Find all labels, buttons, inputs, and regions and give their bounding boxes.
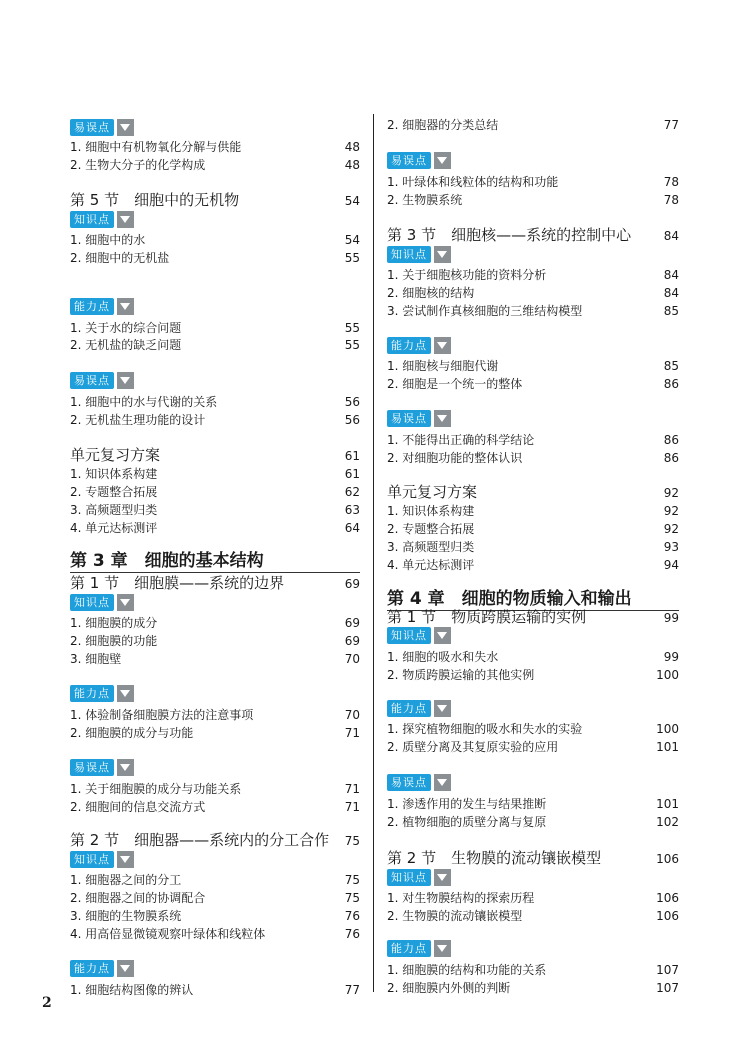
entry-page-number: 61: [344, 467, 360, 481]
toc-entry: [387, 980, 679, 998]
triangle-down-icon: [434, 627, 451, 644]
triangle-down-icon: [117, 119, 134, 136]
entry-page-number: 94: [663, 558, 679, 572]
entry-page-number: 75: [344, 873, 360, 887]
entry-page-number: 107: [656, 981, 679, 995]
entry-title: 单元复习方案: [70, 446, 161, 464]
toc-entry: [70, 412, 360, 430]
entry-page-number: 71: [344, 800, 360, 814]
category-badge: [387, 869, 679, 886]
category-badge: [70, 759, 360, 776]
section-heading: [387, 481, 679, 503]
entry-title: 3. 高频题型归类: [387, 540, 475, 554]
toc-entry: [387, 358, 679, 376]
entry-page-number: 69: [344, 616, 360, 630]
category-badge: [387, 246, 679, 263]
category-badge: [70, 119, 360, 136]
toc-entry: [387, 432, 679, 450]
entry-title: 1. 体验制备细胞膜方法的注意事项: [70, 708, 254, 722]
entry-page-number: 93: [663, 540, 679, 554]
entry-title: 2. 生物膜的流动镶嵌模型: [387, 909, 523, 923]
entry-title: 1. 细胞中的水: [70, 233, 146, 247]
badge-label: 易误点: [387, 410, 431, 427]
entry-title: 1. 关于细胞核功能的资料分析: [387, 268, 547, 282]
badge-label: 易误点: [70, 759, 114, 776]
entry-title: 2. 细胞器之间的协调配合: [70, 891, 206, 905]
badge-label: 能力点: [387, 337, 431, 354]
entry-title: 1. 关于水的综合问题: [70, 321, 182, 335]
badge-label: 知识点: [387, 246, 431, 263]
entry-title: 1. 细胞膜的成分: [70, 616, 158, 630]
badge-label: 能力点: [70, 685, 114, 702]
entry-title: 2. 无机盐的缺乏问题: [70, 338, 182, 352]
toc-entry: [387, 117, 679, 135]
toc-entry: [70, 520, 360, 538]
entry-title: 2. 细胞核的结构: [387, 286, 475, 300]
category-badge: [387, 410, 679, 427]
entry-title: 1. 细胞膜的结构和功能的关系: [387, 963, 547, 977]
badge-label: 知识点: [70, 851, 114, 868]
entry-page-number: 76: [344, 927, 360, 941]
entry-page-number: 55: [344, 251, 360, 265]
triangle-down-icon: [434, 869, 451, 886]
toc-entry: [70, 781, 360, 799]
category-badge: [387, 700, 679, 717]
entry-title: 2. 细胞膜内外侧的判断: [387, 981, 511, 995]
entry-page-number: 102: [656, 815, 679, 829]
category-badge: [70, 372, 360, 389]
entry-title: 1. 细胞核与细胞代谢: [387, 359, 499, 373]
section-heading: [387, 847, 679, 869]
triangle-down-icon: [434, 337, 451, 354]
entry-title: 第 3 节 细胞核——系统的控制中心: [387, 226, 632, 244]
entry-title: 2. 生物膜系统: [387, 193, 463, 207]
category-badge: [70, 851, 360, 868]
toc-entry: [70, 926, 360, 944]
entry-title: 第 2 节 细胞器——系统内的分工合作: [70, 831, 330, 849]
toc-entry: [70, 232, 360, 250]
entry-title: 1. 细胞器之间的分工: [70, 873, 182, 887]
entry-title: 2. 细胞膜的成分与功能: [70, 726, 194, 740]
entry-page-number: 54: [344, 233, 360, 247]
entry-page-number: 77: [663, 118, 679, 132]
entry-page-number: 92: [663, 522, 679, 536]
toc-entry: [387, 796, 679, 814]
entry-page-number: 75: [344, 834, 360, 848]
toc-entry: [70, 157, 360, 175]
toc-entry: [387, 814, 679, 832]
entry-page-number: 100: [656, 722, 679, 736]
toc-entry: [387, 739, 679, 757]
entry-page-number: 86: [663, 451, 679, 465]
entry-page-number: 107: [656, 963, 679, 977]
entry-title: 1. 探究植物细胞的吸水和失水的实验: [387, 722, 583, 736]
toc-entry: [387, 450, 679, 468]
toc-entry: [70, 725, 360, 743]
entry-page-number: 69: [344, 634, 360, 648]
triangle-down-icon: [434, 940, 451, 957]
toc-entry: [387, 521, 679, 539]
section-heading: [70, 189, 360, 211]
toc-entry: [70, 320, 360, 338]
entry-title: 1. 细胞的吸水和失水: [387, 650, 499, 664]
entry-page-number: 55: [344, 338, 360, 352]
toc-entry: [387, 376, 679, 394]
entry-title: 3. 细胞的生物膜系统: [70, 909, 182, 923]
toc-entry: [387, 649, 679, 667]
entry-title: 1. 对生物膜结构的探索历程: [387, 891, 535, 905]
entry-title: 2. 植物细胞的质壁分离与复原: [387, 815, 547, 829]
category-badge: [387, 627, 679, 644]
chapter-heading: 第 3 章 细胞的基本结构: [70, 550, 360, 573]
toc-entry: [387, 503, 679, 521]
triangle-down-icon: [434, 152, 451, 169]
entry-title: 1. 细胞结构图像的辨认: [70, 983, 194, 997]
badge-label: 易误点: [70, 119, 114, 136]
entry-title: 第 2 节 生物膜的流动镶嵌模型: [387, 849, 602, 867]
entry-title: 4. 单元达标测评: [387, 558, 475, 572]
toc-entry: [70, 872, 360, 890]
entry-page-number: 75: [344, 891, 360, 905]
entry-page-number: 64: [344, 521, 360, 535]
entry-page-number: 99: [663, 611, 679, 625]
category-badge: [387, 774, 679, 791]
toc-entry: [387, 890, 679, 908]
badge-label: 能力点: [387, 940, 431, 957]
badge-label: 知识点: [387, 627, 431, 644]
toc-entry: [387, 667, 679, 685]
entry-page-number: 92: [663, 504, 679, 518]
entry-page-number: 48: [344, 158, 360, 172]
entry-title: 第 5 节 细胞中的无机物: [70, 191, 240, 209]
section-heading: [387, 224, 679, 246]
category-badge: [387, 940, 679, 957]
badge-label: 能力点: [70, 298, 114, 315]
badge-label: 知识点: [70, 594, 114, 611]
entry-page-number: 100: [656, 668, 679, 682]
entry-page-number: 99: [663, 650, 679, 664]
entry-title: 2. 物质跨膜运输的其他实例: [387, 668, 535, 682]
entry-title: 2. 对细胞功能的整体认识: [387, 451, 523, 465]
toc-entry: [387, 539, 679, 557]
toc-entry: [387, 285, 679, 303]
badge-label: 易误点: [70, 372, 114, 389]
entry-title: 1. 不能得出正确的科学结论: [387, 433, 535, 447]
triangle-down-icon: [434, 246, 451, 263]
toc-entry: [70, 139, 360, 157]
badge-label: 知识点: [387, 869, 431, 886]
entry-page-number: 63: [344, 503, 360, 517]
column-divider: [373, 114, 374, 992]
entry-title: 1. 渗透作用的发生与结果推断: [387, 797, 547, 811]
entry-page-number: 54: [344, 194, 360, 208]
entry-page-number: 84: [663, 268, 679, 282]
badge-label: 知识点: [70, 211, 114, 228]
toc-entry: [387, 721, 679, 739]
entry-title: 1. 知识体系构建: [387, 504, 475, 518]
entry-page-number: 106: [656, 909, 679, 923]
triangle-down-icon: [117, 211, 134, 228]
category-badge: [70, 685, 360, 702]
entry-page-number: 85: [663, 359, 679, 373]
triangle-down-icon: [117, 759, 134, 776]
category-badge: [70, 594, 360, 611]
section-heading: [70, 444, 360, 466]
entry-page-number: 101: [656, 797, 679, 811]
entry-title: 4. 单元达标测评: [70, 521, 158, 535]
entry-title: 1. 叶绿体和线粒体的结构和功能: [387, 175, 559, 189]
toc-entry: [70, 799, 360, 817]
entry-page-number: 70: [344, 708, 360, 722]
toc-entry: [387, 174, 679, 192]
entry-page-number: 71: [344, 726, 360, 740]
section-heading: [70, 829, 360, 851]
entry-title: 2. 无机盐生理功能的设计: [70, 413, 206, 427]
toc-entry: [70, 707, 360, 725]
entry-page-number: 85: [663, 304, 679, 318]
entry-title: 2. 专题整合拓展: [70, 485, 158, 499]
entry-title: 1. 知识体系构建: [70, 467, 158, 481]
triangle-down-icon: [117, 960, 134, 977]
entry-page-number: 84: [663, 229, 679, 243]
triangle-down-icon: [434, 700, 451, 717]
entry-title: 2. 细胞间的信息交流方式: [70, 800, 206, 814]
entry-title: 3. 细胞壁: [70, 652, 122, 666]
entry-page-number: 56: [344, 413, 360, 427]
badge-label: 能力点: [387, 700, 431, 717]
triangle-down-icon: [117, 298, 134, 315]
entry-title: 第 1 节 物质跨膜运输的实例: [387, 608, 587, 626]
entry-page-number: 55: [344, 321, 360, 335]
entry-page-number: 71: [344, 782, 360, 796]
entry-page-number: 78: [663, 193, 679, 207]
entry-title: 1. 细胞中有机物氧化分解与供能: [70, 140, 242, 154]
entry-page-number: 78: [663, 175, 679, 189]
entry-title: 1. 细胞中的水与代谢的关系: [70, 395, 218, 409]
triangle-down-icon: [117, 372, 134, 389]
section-heading: [387, 606, 679, 628]
triangle-down-icon: [117, 851, 134, 868]
toc-entry: [70, 250, 360, 268]
triangle-down-icon: [117, 685, 134, 702]
triangle-down-icon: [434, 410, 451, 427]
entry-page-number: 86: [663, 377, 679, 391]
entry-title: 2. 生物大分子的化学构成: [70, 158, 206, 172]
entry-title: 4. 用高倍显微镜观察叶绿体和线粒体: [70, 927, 266, 941]
toc-entry: [70, 890, 360, 908]
entry-title: 2. 细胞是一个统一的整体: [387, 377, 523, 391]
toc-entry: [387, 303, 679, 321]
badge-label: 易误点: [387, 774, 431, 791]
toc-entry: [70, 615, 360, 633]
badge-label: 易误点: [387, 152, 431, 169]
entry-page-number: 86: [663, 433, 679, 447]
entry-page-number: 56: [344, 395, 360, 409]
entry-page-number: 69: [344, 577, 360, 591]
entry-page-number: 106: [656, 891, 679, 905]
toc-entry: [70, 484, 360, 502]
toc-entry: [387, 267, 679, 285]
entry-page-number: 84: [663, 286, 679, 300]
entry-page-number: 48: [344, 140, 360, 154]
badge-label: 能力点: [70, 960, 114, 977]
toc-entry: [70, 394, 360, 412]
toc-entry: [387, 192, 679, 210]
entry-title: 单元复习方案: [387, 483, 478, 501]
toc-entry: [387, 908, 679, 926]
category-badge: [70, 298, 360, 315]
entry-title: 2. 细胞器的分类总结: [387, 118, 499, 132]
page-number: 2: [42, 995, 52, 1011]
toc-entry: [70, 502, 360, 520]
toc-entry: [70, 982, 360, 1000]
category-badge: [387, 337, 679, 354]
category-badge: [70, 960, 360, 977]
entry-page-number: 106: [656, 852, 679, 866]
entry-page-number: 101: [656, 740, 679, 754]
toc-entry: [387, 962, 679, 980]
entry-title: 2. 质壁分离及其复原实验的应用: [387, 740, 559, 754]
toc-entry: [70, 651, 360, 669]
entry-title: 2. 细胞中的无机盐: [70, 251, 170, 265]
entry-page-number: 61: [344, 449, 360, 463]
toc-entry: [70, 908, 360, 926]
entry-title: 3. 高频题型归类: [70, 503, 158, 517]
entry-page-number: 77: [344, 983, 360, 997]
entry-page-number: 92: [663, 486, 679, 500]
entry-page-number: 76: [344, 909, 360, 923]
section-heading: [70, 572, 360, 594]
entry-title: 1. 关于细胞膜的成分与功能关系: [70, 782, 242, 796]
entry-page-number: 70: [344, 652, 360, 666]
toc-entry: [70, 466, 360, 484]
triangle-down-icon: [117, 594, 134, 611]
category-badge: [70, 211, 360, 228]
entry-title: 2. 专题整合拓展: [387, 522, 475, 536]
entry-title: 第 1 节 细胞膜——系统的边界: [70, 574, 285, 592]
triangle-down-icon: [434, 774, 451, 791]
toc-entry: [70, 337, 360, 355]
toc-entry: [387, 557, 679, 575]
toc-entry: [70, 633, 360, 651]
entry-page-number: 62: [344, 485, 360, 499]
category-badge: [387, 152, 679, 169]
chapter-heading: 第 4 章 细胞的物质输入和输出: [387, 588, 679, 611]
entry-title: 3. 尝试制作真核细胞的三维结构模型: [387, 304, 583, 318]
entry-title: 2. 细胞膜的功能: [70, 634, 158, 648]
